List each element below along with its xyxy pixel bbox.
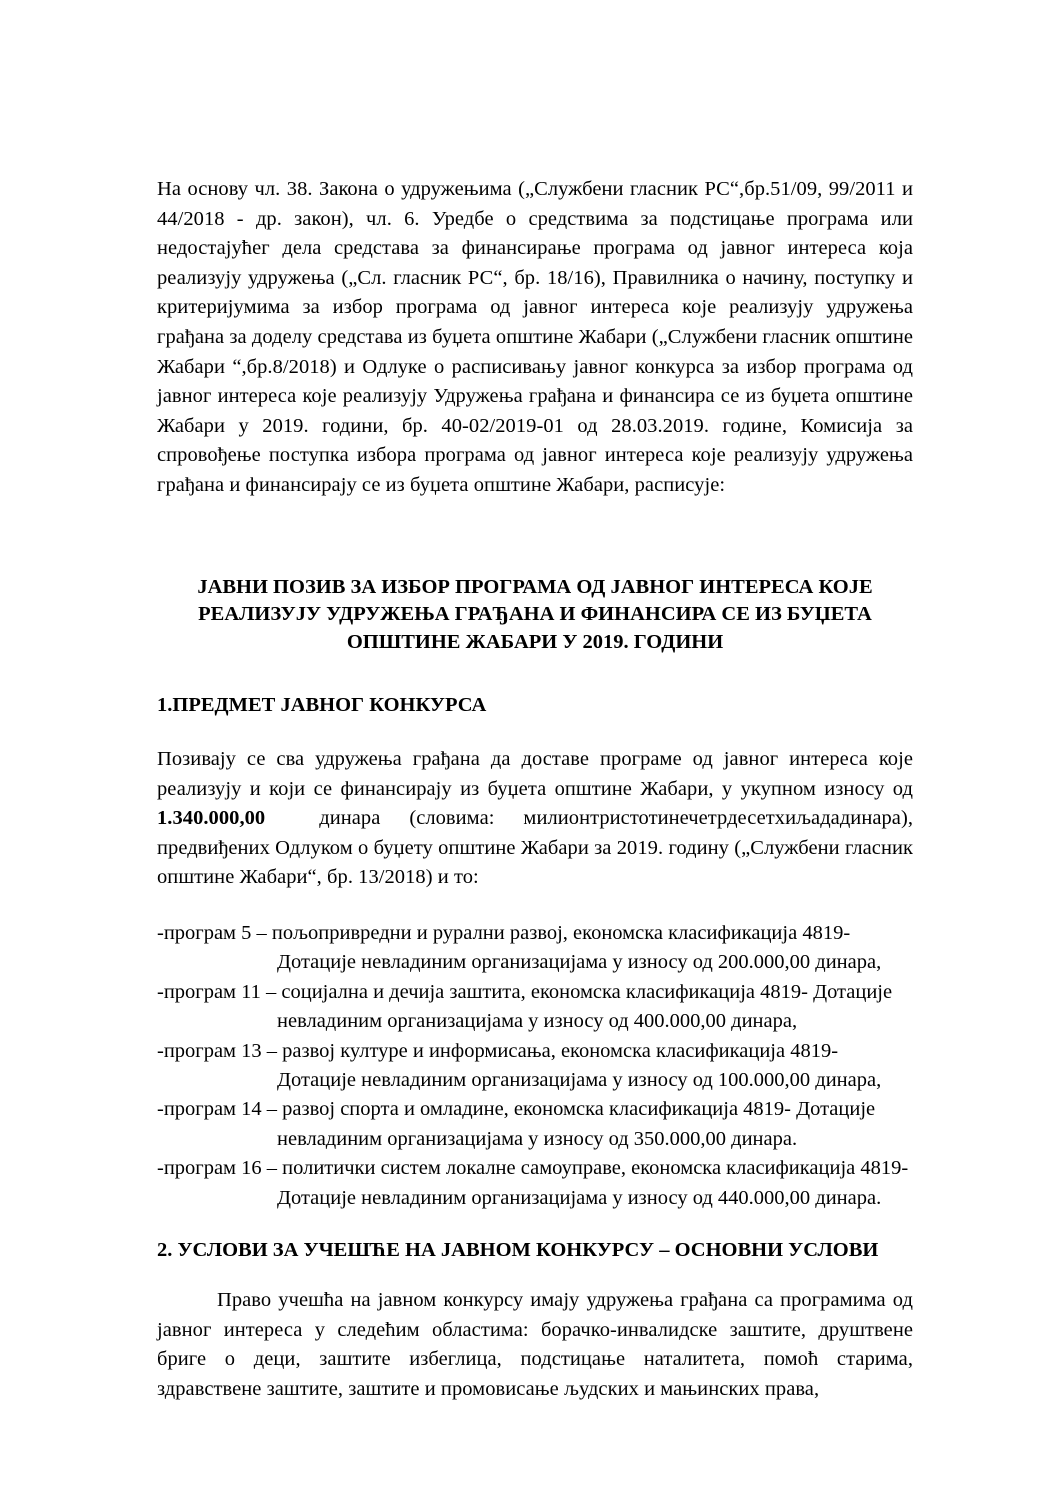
list-item: -програм 11 – социјална и дечија заштита, економска класификација 4819- Дотације невладиним организацијама у износу од 400.000,00 динара,: [157, 980, 893, 1033]
conditions-paragraph: Право учешћа на јавном конкурсу имају удружења грађана са програмима од јавног интереса у следећим областима: борачко-инвалидске заштите, друштвене бриге о деци, заштите избеглица, подстицање наталитета, помоћ старима, здравствене заштите, заштите и промовисање људских и мањинских права,: [157, 1289, 913, 1400]
subject-text-before-amount: Позивају се сва удружења грађана да доставе програме од јавног интереса које реализују и који се финансирају из буџета општине Жабари, у укупном износу од: [157, 748, 913, 800]
spacer-before-title: [157, 501, 913, 574]
program-list: [157, 919, 913, 1213]
total-amount-value: 1.340.000,00: [157, 807, 266, 830]
subject-text-after-amount: динара (словима: милионтристотинечетрдесетхиљададинара), предвиђених Одлуком о буџету општине Жабари за 2019. годину („Службени гласник општине Жабари“, бр. 13/2018) и то:: [157, 807, 913, 889]
subject-paragraph: [157, 745, 913, 893]
page-title: ЈАВНИ ПОЗИВ ЗА ИЗБОР ПРОГРАМА ОД ЈАВНОГ ИНТЕРЕСА КОЈЕ РЕАЛИЗУЈУ УДРУЖЕЊА ГРАЂАНА И ФИНАНСИРА СЕ ИЗ БУЏЕТА ОПШТИНЕ ЖАБАРИ У 2019. ГОДИНИ: [197, 575, 873, 653]
list-item: -програм 14 – развој спорта и омладине, економска класификација 4819- Дотације невладиним организацијама у износу од 350.000,00 динара.: [157, 1098, 876, 1150]
list-item: -програм 16 – политички систем локалне самоуправе, економска класификација 4819- Дотације невладиним организацијама у износу од 440.000,00 динара.: [157, 1157, 909, 1209]
section-heading-1: 1.ПРЕДМЕТ ЈАВНОГ КОНКУРСА: [157, 694, 487, 717]
list-item: -програм 5 – пољопривредни и рурални развој, економска класификација 4819- Дотације невладиним организацијама у износу од 200.000,00 динара,: [157, 922, 882, 974]
spacer-before-list: [157, 893, 913, 919]
section-heading-2: 2. УСЛОВИ ЗА УЧЕШЋЕ НА ЈАВНОМ КОНКУРСУ – ОСНОВНИ УСЛОВИ: [157, 1239, 879, 1262]
intro-paragraph: На основу чл. 38. Закона о удружењима („Службени гласник РС“,бр.51/09, 99/2011 и 44/2018 - др. закон), чл. 6. Уредбе о средствима за подстицање програма или недостајућег дела средстава за финансирање програма од јавног интереса која реализују удружења („Сл. гласник РС“, бр. 18/16), Правилника о начину, поступку и критеријумима за избор програма од јавног интереса које реализују удружења грађана за доделу средстава из буџета општине Жабари („Службени гласник општине Жабари “,бр.8/2018) и Одлуке о расписивању јавног конкурса за избор програма од јавног интереса које реализују Удружења грађана и финансира се из буџета општине Жабари у 2019. години, бр. 40-02/2019-01 од 28.03.2019. године, Комисија за спровођење поступка избора програма од јавног интереса које реализују удружења грађана и финансирају се из буџета општине Жабари, расписује:: [157, 178, 913, 496]
spacer-after-heading-2: [157, 1264, 913, 1286]
document-content: [157, 175, 913, 1404]
spacer-before-heading-2: [157, 1213, 913, 1237]
spacer-after-heading-1: [157, 719, 913, 745]
spacer-after-title: [157, 656, 913, 692]
list-item: -програм 13 – развој културе и информисања, економска класификација 4819- Дотације невладиним организацијама у износу од 100.000,00 динара,: [157, 1039, 882, 1092]
